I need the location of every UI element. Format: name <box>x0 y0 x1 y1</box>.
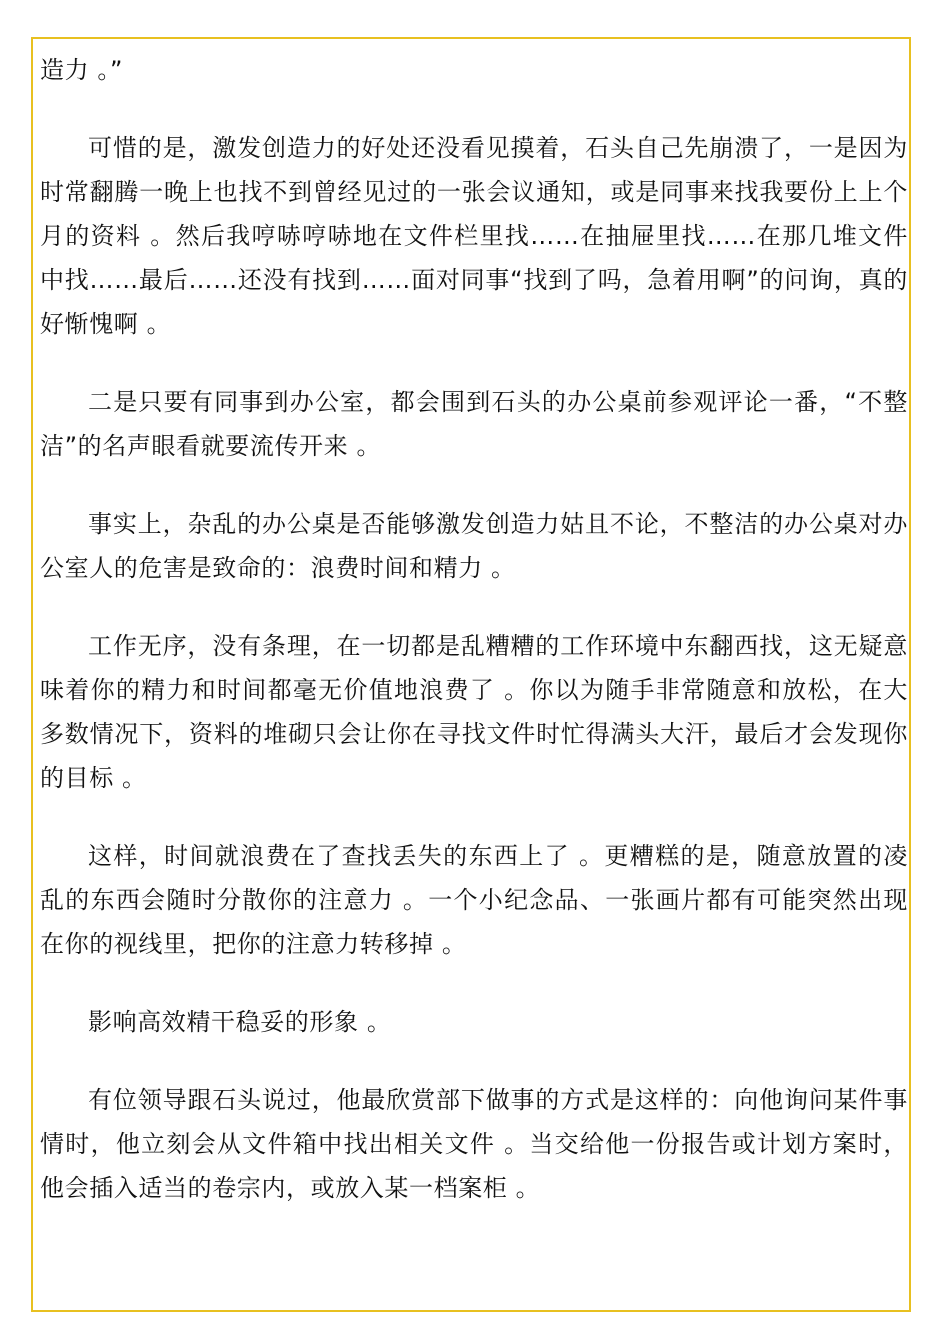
document-body <box>40 48 908 1244</box>
paragraph-3: 二是只要有同事到办公室，都会围到石头的办公桌前参观评论一番，“不整洁”的名声眼看就要流传开来 。 <box>40 388 908 460</box>
paragraph-2: 可惜的是，激发创造力的好处还没看见摸着，石头自己先崩溃了，一是因为时常翻腾一晚上也找不到曾经见过的一张会议通知，或是同事来找我要份上上个月的资料 。然后我哼哧哼哧地在文件栏里找……在抽屉里找……在那几堆文件中找……最后……还没有找到……面对同事“找到了吗，急着用啊”的问询，真的好惭愧啊 。 <box>40 134 908 338</box>
paragraph-1: 造力 。” <box>40 56 124 84</box>
paragraph-7: 影响高效精干稳妥的形象 。 <box>88 1008 392 1036</box>
paragraph-6: 这样，时间就浪费在了查找丢失的东西上了 。更糟糕的是，随意放置的凌乱的东西会随时分散你的注意力 。一个小纪念品、一张画片都有可能突然出现在你的视线里，把你的注意力转移掉 。 <box>40 842 908 958</box>
paragraph-4: 事实上，杂乱的办公桌是否能够激发创造力姑且不论，不整洁的办公桌对办公室人的危害是致命的：浪费时间和精力 。 <box>40 510 908 582</box>
paragraph-8: 有位领导跟石头说过，他最欣赏部下做事的方式是这样的：向他询问某件事情时，他立刻会从文件箱中找出相关文件 。当交给他一份报告或计划方案时，他会插入适当的卷宗内，或放入某一档案柜 。 <box>40 1086 908 1202</box>
paragraph-5: 工作无序，没有条理，在一切都是乱糟糟的工作环境中东翻西找，这无疑意味着你的精力和时间都毫无价值地浪费了 。你以为随手非常随意和放松，在大多数情况下，资料的堆砌只会让你在寻找文件时忙得满头大汗，最后才会发现你的目标 。 <box>40 632 908 792</box>
